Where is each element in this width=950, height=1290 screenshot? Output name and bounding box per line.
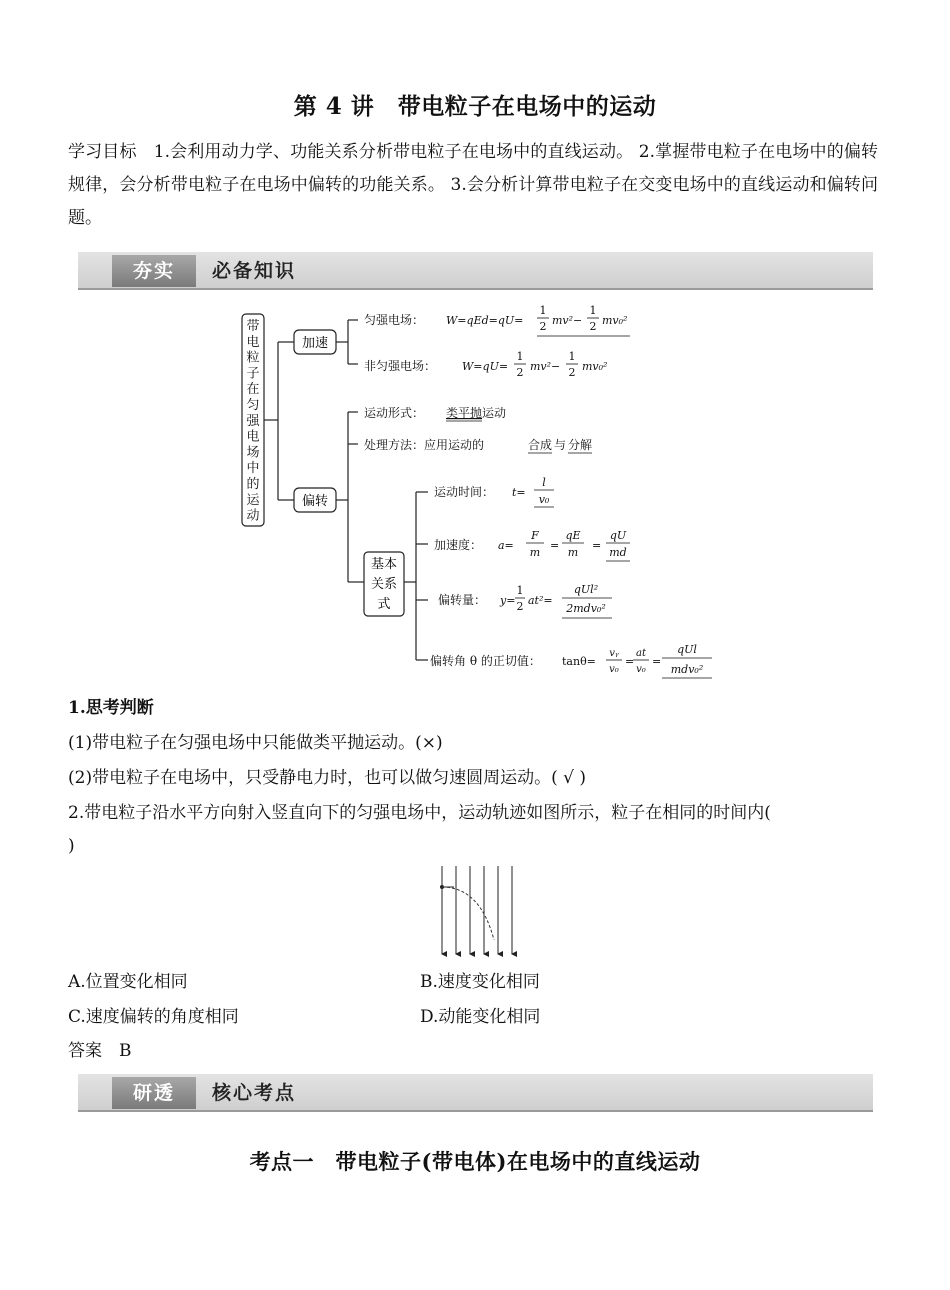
mv02-term: mv₀² (582, 360, 608, 373)
root-char: 运 (246, 492, 260, 508)
root-char: 匀 (246, 398, 260, 413)
angle-f3-num: qUl (677, 643, 697, 656)
basic-box-line2: 关系 (370, 577, 398, 592)
section-bar-knowledge (78, 252, 873, 290)
root-char: 的 (246, 477, 260, 492)
section-bar-background (78, 1074, 873, 1112)
method-value-1: 合成 (528, 438, 553, 452)
angle-eq: = (625, 655, 635, 668)
section-label: 核心考点 (212, 1082, 297, 1104)
section-bar-background (78, 252, 873, 290)
time-num: l (542, 476, 546, 489)
q1-item-2: (2)带电粒子在电场中，只受静电力时，也可以做匀速圆周运动。( √ ) (68, 768, 586, 788)
option-b: B.速度变化相同 (420, 972, 540, 992)
acc-f1-num: F (531, 529, 539, 542)
nonuniform-field-formula: W=qU= (462, 360, 509, 373)
uniform-field-label: 匀强电场： (364, 313, 425, 327)
q2-stem: 2.带电粒子沿水平方向射入竖直向下的匀强电场中，运动轨迹如图所示，粒子在相同的时间内( (68, 803, 771, 823)
defl-label: 偏转量： (438, 593, 487, 607)
acc-lhs: a= (498, 539, 514, 552)
time-label: 运动时间： (434, 485, 495, 499)
root-char: 中 (246, 461, 260, 477)
angle-f1-num: vᵧ (609, 648, 619, 659)
acc-eq: = (592, 539, 602, 552)
method-value-2: 分解 (568, 438, 593, 452)
acc-f1-den: m (529, 546, 541, 559)
half-num: 1 (516, 350, 524, 363)
electric-field-diagram (430, 862, 522, 962)
motion-form-label: 运动形式： (364, 406, 425, 420)
root-char: 粒 (246, 350, 260, 366)
half-num: 1 (568, 350, 576, 363)
root-char: 子 (246, 366, 260, 382)
angle-eq: = (652, 655, 662, 668)
option-d: D.动能变化相同 (420, 1007, 541, 1027)
root-char: 强 (246, 413, 260, 429)
acc-f3-den: md (609, 546, 627, 559)
root-char: 带 (246, 319, 260, 334)
basic-box-line1: 基本 (370, 557, 398, 572)
section-label: 必备知识 (212, 260, 297, 282)
nonuniform-field-label: 非匀强电场： (364, 359, 437, 373)
option-a: A.位置变化相同 (68, 972, 188, 992)
acc-f2-den: m (567, 546, 579, 559)
section-tab: 研透 (112, 1077, 196, 1109)
page-title: 第 4 讲 带电粒子在电场中的运动 (293, 93, 657, 120)
half-den: 2 (516, 600, 524, 613)
defl-den: 2mdv₀² (566, 602, 606, 615)
angle-f3-den: mdv₀² (670, 663, 704, 676)
accel-label: 加速 (301, 336, 329, 351)
method-label: 处理方法：应用运动的 (364, 438, 485, 452)
q2-stem-end: ) (68, 836, 75, 856)
root-char: 场 (246, 445, 260, 461)
defl-mid: at²= (528, 594, 553, 607)
trajectory (442, 887, 494, 940)
acc-f2-num: qE (565, 529, 581, 542)
root-char: 动 (246, 508, 260, 524)
field-lines (442, 866, 512, 954)
learning-goals: 学习目标 1.会利用动力学、功能关系分析带电粒子在电场中的直线运动。 2.掌握带电粒子在电场中的偏转规律，会分析带电粒子在电场中偏转的功能关系。 3.会分析计算带电粒子在交变电场中的直线运动和偏转问题。 (68, 142, 878, 228)
mv02-term: mv₀² (602, 314, 628, 327)
half-den: 2 (568, 366, 576, 379)
q1-heading: 1.思考判断 (68, 698, 154, 718)
angle-f2-den: v₀ (636, 664, 646, 675)
time-den: v₀ (538, 493, 550, 506)
motion-form-suffix: 运动 (482, 406, 507, 420)
angle-f1-den: v₀ (609, 664, 619, 675)
knowledge-mindmap (230, 300, 730, 685)
root-char: 电 (246, 334, 260, 350)
angle-f2-num: at (636, 648, 646, 659)
angle-lhs: tanθ= (562, 655, 596, 668)
uniform-field-formula: W=qEd=qU= (446, 314, 524, 327)
acc-f3-num: qU (609, 529, 627, 542)
root-char: 电 (246, 429, 260, 445)
answer: 答案 B (68, 1041, 132, 1061)
half-den: 2 (589, 320, 597, 333)
defl-lhs: y= (500, 594, 516, 607)
time-lhs: t= (512, 486, 526, 499)
half-num: 1 (589, 304, 597, 317)
mv2-term: mv²− (552, 314, 583, 327)
root-char: 在 (246, 382, 260, 398)
acc-label: 加速度： (434, 538, 483, 552)
half-num: 1 (516, 584, 524, 597)
section-bar-keypoints (78, 1074, 873, 1112)
q1-item-1: (1)带电粒子在匀强电场中只能做类平抛运动。(×) (68, 733, 443, 753)
angle-label: 偏转角 θ 的正切值： (430, 654, 541, 668)
keypoint-heading: 考点一 带电粒子(带电体)在电场中的直线运动 (249, 1149, 701, 1174)
half-den: 2 (516, 366, 524, 379)
mv2-term: mv²− (530, 360, 561, 373)
half-den: 2 (539, 320, 547, 333)
deflect-label: 偏转 (301, 494, 329, 509)
section-tab: 夯实 (112, 255, 196, 287)
motion-form-value: 类平抛 (446, 406, 483, 420)
basic-box-line3: 式 (377, 597, 391, 612)
half-num: 1 (539, 304, 547, 317)
defl-num: qUl² (573, 583, 599, 596)
method-and: 与 (554, 438, 567, 452)
acc-eq: = (550, 539, 560, 552)
option-c: C.速度偏转的角度相同 (68, 1007, 239, 1027)
